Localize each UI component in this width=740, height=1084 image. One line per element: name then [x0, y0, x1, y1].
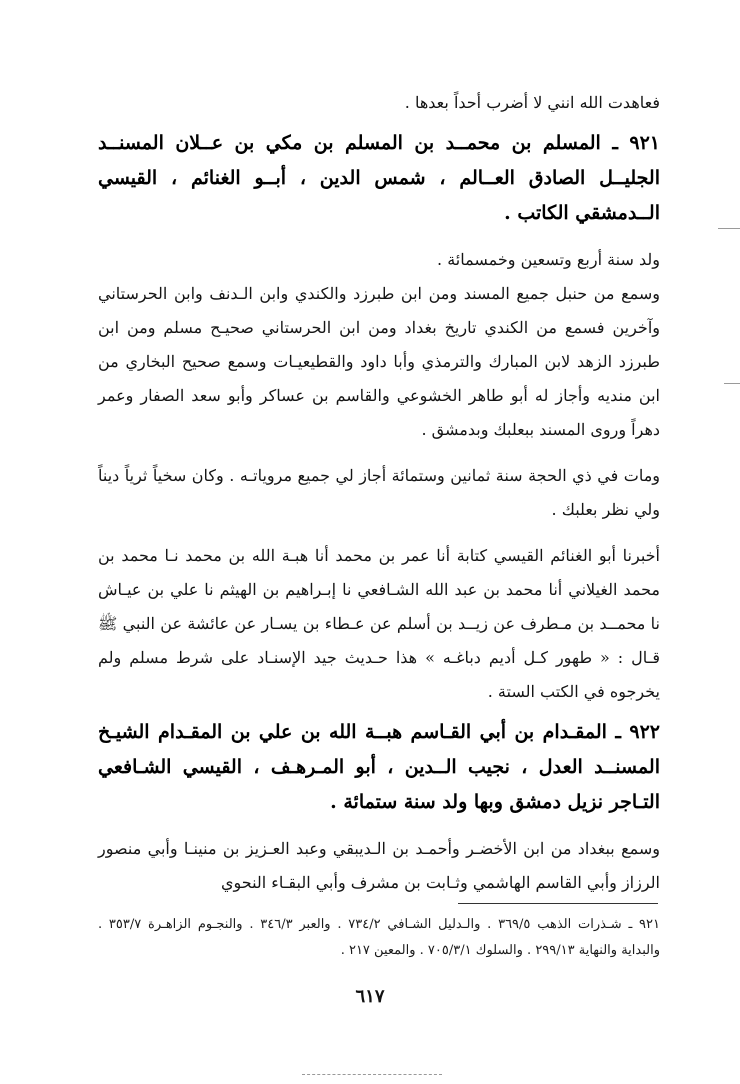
paragraph-death: ومات في ذي الحجة سنة ثمانين وستمائة أجاز لي جميع مروياتـه . وكان سخياً ثرياً ديناً ولي نظر بعلبك .: [98, 466, 660, 519]
entry-heading-921: ٩٢١ ـ المسلم بن محمــد بن المسلم بن مكي بن عــلان المسنــد الجليــل الصادق العــالم ، شمس الدين ، أبــو الغنائم ، القيسي الــدمشقي الكاتب .: [98, 132, 660, 224]
main-text: [98, 86, 660, 900]
footnotes: [98, 912, 660, 964]
footnote-921: ٩٢١ ـ شـذرات الذهب ٣٦٩/٥ . والـدليل الشـافي ٧٣٤/٢ . والعبر ٣٤٦/٣ . والنجـوم الزاهـرة ٣٥٣/٧ . والبداية والنهاية ٢٩٩/١٣ . والسلوك ٧٠٥/٣/١ . والمعين ٢١٧ .: [98, 917, 660, 958]
scan-bottom-mark: [302, 1074, 442, 1075]
paragraph-hadith: أخبرنا أبو الغنائم القيسي كتابة أنا عمر بن محمد أنا هبـة الله بن محمد نـا محمد بن محمد الغيلاني أنا محمد بن عبد الله الشـافعي نا إبـراهيم بن الهيثم نا علي بن عيـاش نا محمــد بن مـطرف عن زيــد بن أسلم عن عـطاء بن يسـار عن عائشة عن النبي ﷺ قـال : « طهور كـل أديم دباغـه » هذا حـديث جيد الإسنـاد على شرط مسلم ولم يخرجوه في الكتب الستة .: [98, 546, 660, 701]
footnote-divider: [458, 903, 658, 904]
paragraph-birth: ولد سنة أربع وتسعين وخمسمائة .: [437, 250, 660, 269]
paragraph-hearing: وسمع من حنبل جميع المسند ومن ابن طبرزد والكندي وابن الـدنف وابن الحرستاني وآخرين فسمع من الكندي تاريخ بغداد ومن ابن الحرستاني صحيـح مسلم ومن ابن طبرزد الزهد لابن المبارك والترمذي وأبا داود والقطيعيـات وسمع صحيح البخاري من ابن منديه وأجاز له أبو طاهر الخشوعي والقاسم بن عساكر وأبو سعد الصفار وعمر دهراً وروى المسند ببعلبك وبدمشق .: [98, 284, 661, 439]
paragraph-baghdad: وسمع ببغداد من ابن الأخضـر وأحمـد بن الـديبقي وعبد العـزيز بن منينـا وأبي منصور الرزاز وأبي القاسم الهاشمي وثـابت بن مشرف وأبي البقـاء النحوي: [98, 839, 660, 892]
scan-edge-mark: [724, 383, 740, 384]
paragraph-closing-line: فعاهدت الله انني لا أضرب أحداً بعدها .: [404, 93, 660, 112]
page-number: ٦١٧: [355, 986, 385, 1007]
entry-heading-922: ٩٢٢ ـ المقـدام بن أبي القـاسم هبــة الله بن علي بن المقـدام الشيـخ المسنــد العدل ، نجيب الــدين ، أبو المـرهـف ، القيسي الشـافعي التـاجر نزيل دمشق وبها ولد سنة ستمائة .: [98, 721, 660, 813]
scan-edge-mark: [718, 228, 740, 229]
